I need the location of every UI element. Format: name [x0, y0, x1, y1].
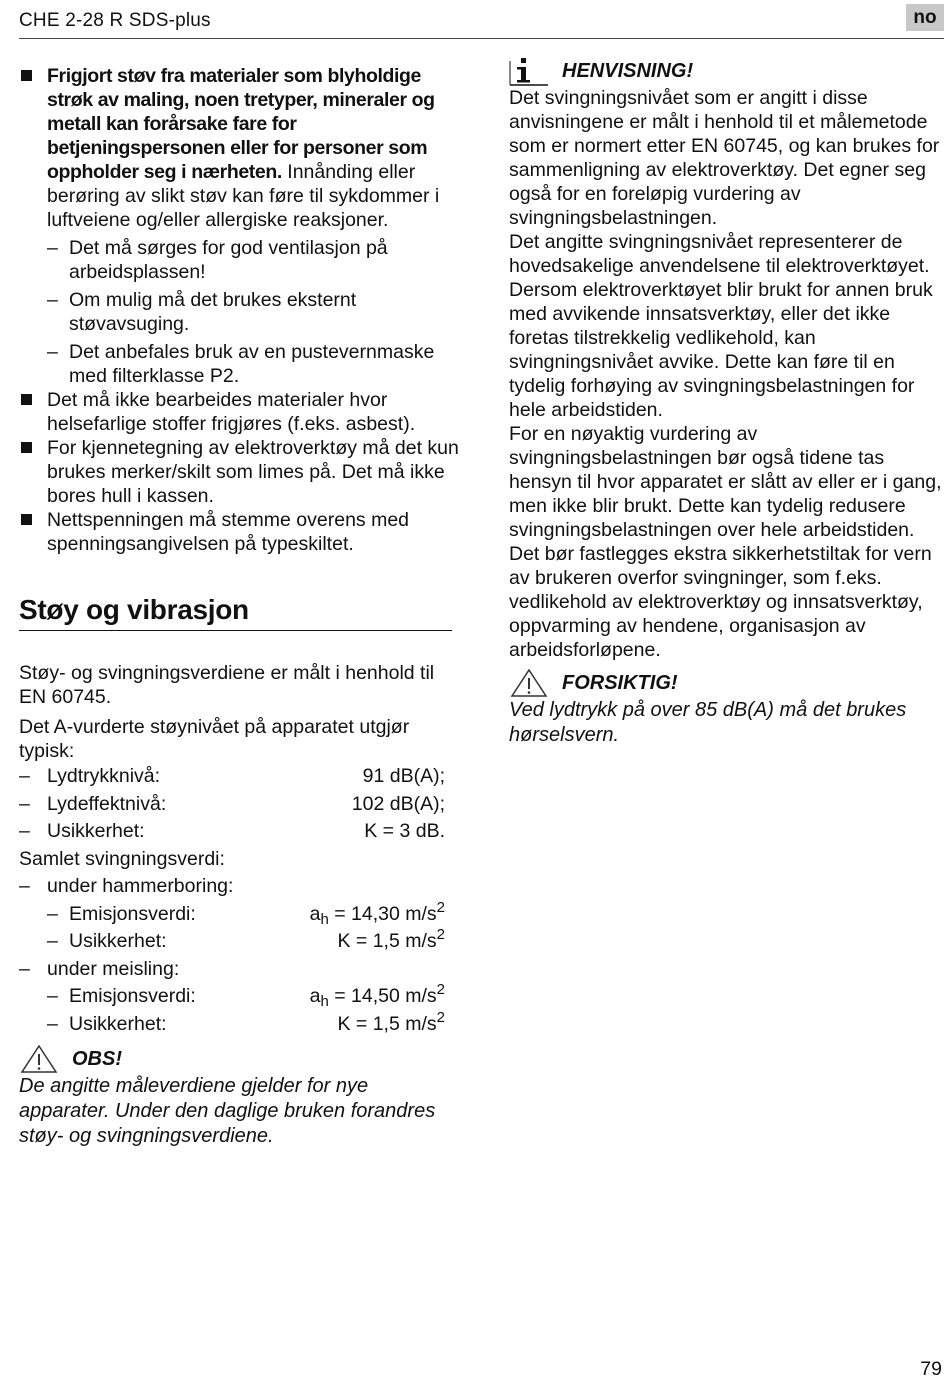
- list-item: Nettspenningen må stemme overens med spenningsangivelsen på typeskiltet.: [19, 508, 459, 556]
- warning-bold-text: Frigjort støv fra materialer som blyholdige strøk av maling, noen tretyper, mineraler og metall kan forårsake fare for betjeningspersonen eller for personer som oppholder seg i nærheten.: [47, 65, 435, 183]
- henvisning-heading: HENVISNING!: [509, 56, 944, 86]
- warning-triangle-icon: [19, 1044, 59, 1074]
- noise-intro: Det A-vurderte støynivået på apparatet utgjør typisk:: [19, 716, 410, 762]
- noise-spec-row: – Usikkerhet: K = 3 dB.: [19, 820, 445, 842]
- square-bullet-icon: [21, 442, 32, 453]
- forsiktig-text: Ved lydtrykk på over 85 dB(A) må det brukes hørselsvern.: [509, 699, 907, 746]
- list-item: – Det anbefales bruk av en pustevernmaske med filterklasse P2.: [47, 341, 435, 387]
- list-item: Det må ikke bearbeides materialer hvor helsefarlige stoffer frigjøres (f.eks. asbest).: [19, 388, 459, 436]
- vibration-spec-row: – Usikkerhet: K = 1,5 $m/s^2$: [47, 1008, 445, 1035]
- hammer-title: – under hammerboring:: [19, 875, 234, 897]
- warning-text: Innånding eller berøring av slikt støv kan føre til sykdommer i luftveiene og/eller allergiske reaksjoner.: [47, 161, 440, 231]
- obs-heading: OBS!: [19, 1044, 459, 1074]
- henvisning-paragraph: For en nøyaktig vurdering av svingningsbelastningen bør også tidene tas hensyn til hvor apparatet er slått av eller er i gang, men ikke blir brukt. Dette kan tydelig redusere svingningsbelastningen over hele arbeidstiden.: [509, 423, 942, 541]
- vibration-total-label: Samlet svingningsverdi:: [19, 847, 225, 870]
- document-title: CHE 2-28 R SDS-plus: [19, 10, 211, 31]
- list-item: For kjennetegning av elektroverktøy må det kun brukes merker/skilt som limes på. Det må ikke bores hull i kassen.: [19, 436, 459, 508]
- header-divider: [19, 38, 944, 39]
- measurement-intro: Støy- og svingningsverdiene er målt i henhold til EN 60745.: [19, 662, 435, 708]
- list-item: – Det må sørges for god ventilasjon på arbeidsplassen!: [47, 237, 388, 283]
- list-item: [19, 64, 459, 232]
- warning-triangle-icon: [509, 668, 549, 698]
- henvisning-paragraph: Det svingningsnivået som er angitt i disse anvisningene er målt i henhold til et målemetode som er normert etter EN 60745, og kan brukes for sammenligning av elektroverktøy. Det egner seg også for en foreløpig vurdering av svingningsbelastningen.: [509, 87, 940, 229]
- language-badge: no: [906, 4, 944, 31]
- square-bullet-icon: [21, 70, 32, 81]
- info-icon: [509, 56, 549, 86]
- noise-spec-row: – Lydtrykknivå: 91 dB(A);: [19, 765, 445, 787]
- noise-spec-row: – Lydeffektnivå: 102 dB(A);: [19, 792, 445, 815]
- chisel-title: – under meisling:: [19, 957, 180, 980]
- forsiktig-heading: FORSIKTIG!: [509, 668, 944, 698]
- henvisning-paragraph: Det angitte svingningsnivået representerer de hovedsakelige anvendelsene til elektroverktøyet. Dersom elektroverktøyet blir brukt for annen bruk med avvikende innsatsverktøy, eller det ikke foretas tilstrekkelig vedlikehold, kan svingningsnivået avvike. Dette kan føre til en tydelig forhøying av svingningsbelastningen for hele arbeidstiden.: [509, 231, 933, 421]
- vibration-spec-row: – Emisjonsverdi: $a_h = 14,50$ $m/s^2$: [47, 981, 445, 1010]
- square-bullet-icon: [21, 514, 32, 525]
- henvisning-paragraph: Det bør fastlegges ekstra sikkerhetstiltak for vern av brukeren overfor svingninger, som f.eks. vedlikehold av elektroverktøy og innsatsverktøy, oppvarming av hendene, organisasjon av arbeidsforløpene.: [509, 543, 932, 661]
- right-column: [509, 56, 944, 748]
- obs-text: De angitte måleverdiene gjelder for nye apparater. Under den daglige bruken forandres støy- og svingningsverdiene.: [19, 1075, 436, 1147]
- list-item: – Om mulig må det brukes eksternt støvavsuging.: [47, 289, 357, 335]
- square-bullet-icon: [21, 394, 32, 405]
- vibration-spec-row: – Emisjonsverdi: $a_h = 14,30$ $m/s^2$: [47, 898, 445, 928]
- section-title: Støy og vibrasjon: [19, 594, 452, 631]
- vibration-spec-row: – Usikkerhet: K = 1,5 $m/s^2$: [47, 926, 445, 952]
- left-column: [19, 64, 459, 1149]
- page-number: 79: [920, 1358, 942, 1380]
